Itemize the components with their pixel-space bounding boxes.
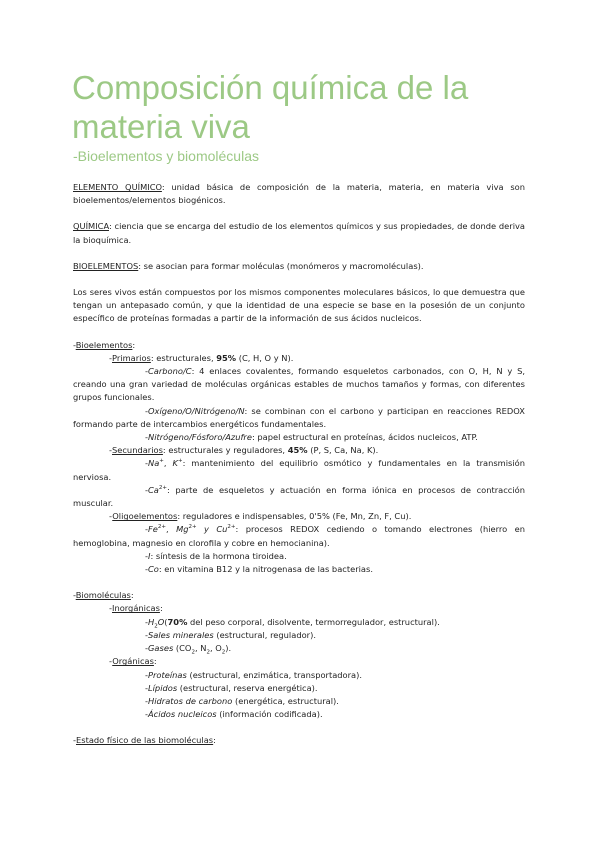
definition-bioelementos	[73, 260, 525, 273]
term: ELEMENTO QUÍMICO	[73, 182, 162, 192]
item-carbono: -Carbono/C: 4 enlaces covalentes, formando esqueletos carbonados, con O, H, N y S, creando una gran variedad de moléculas orgánicas estables de muchos tamaños y formas, con diferentes grupos funcionales.	[73, 366, 525, 403]
item-oligoelementos: -Oligoelementos: reguladores e indispensables, 0'5% (Fe, Mn, Zn, F, Cu).	[109, 511, 412, 522]
definition-quimica	[73, 220, 525, 246]
item-ca: $-Ca^{2+}$: parte de esqueletos y actuación en forma iónica en procesos de contracción muscular.	[73, 484, 525, 509]
item-proteinas: -Proteínas (estructural, enzimática, transportadora).	[145, 669, 363, 680]
item-gases: -Gases ($CO_2$, $N_2$, $O_2$).	[145, 643, 232, 656]
item-cobalto: -Co: en vitamina B12 y la nitrogenasa de las bacterias.	[145, 564, 373, 575]
term: BIOELEMENTOS	[73, 260, 139, 271]
definition-text: : ciencia que se encarga del estudio de los elementos químicos y sus propiedades, de donde deriva la bioquímica.	[73, 221, 525, 245]
item-oxigeno: -Oxígeno/O/Nitrógeno/N: se combinan con el carbono y participan en reacciones REDOX formando parte de intercambios energéticos fundamentales.	[73, 405, 525, 429]
intro-paragraph: Los seres vivos están compuestos por los mismos componentes moleculares básicos, lo que demuestra que tengan un antepasado común, y que la identidad de una especie se base en la posesión de un conjunto específico de proteínas formadas a partir de la información de sus ácidos nucleicos.	[73, 287, 525, 324]
item-hidratos: -Hidratos de carbono (energética, estructural).	[145, 695, 339, 706]
section-biomoleculas: -Biomoléculas:	[73, 590, 134, 601]
item-agua: $-H_2O(70\%$ del peso corporal, disolvente, termorregulador, estructural).	[145, 616, 440, 630]
item-secundarios: -Secundarios: estructurales y reguladores, 45% (P, S, Ca, Na, K).	[109, 445, 379, 456]
term: QUÍMICA	[73, 221, 109, 232]
section-estado: -Estado físico de las biomoléculas:	[73, 735, 216, 746]
item-sales: -Sales minerales (estructural, regulador).	[145, 629, 316, 640]
item-lipidos: -Lípidos (estructural, reserva energética).	[145, 682, 318, 693]
item-iodo: -I: síntesis de la hormona tiroidea.	[145, 550, 287, 561]
item-fe-mg-cu: $-Fe^{2+}$, $Mg^{2+}$ y $Cu^{2+}$: procesos REDOX cediendo o tomando electrones (hierro en hemoglobina, magnesio en clorofila y cobre en hemocianina).	[73, 524, 525, 548]
page-title: Composición química de la materia viva	[72, 69, 469, 145]
page-subtitle: -Bioelementos y biomoléculas	[73, 148, 259, 164]
document-body	[73, 181, 525, 748]
item-primarios: -Primarios: estructurales, 95% (C, H, O y N).	[109, 352, 294, 363]
definition-elemento	[73, 181, 525, 207]
item-na-k: -Na+, K+: mantenimiento del equilibrio osmótico y fundamentales en la transmisión nerviosa.	[73, 458, 525, 482]
item-inorganicas: -Inorgánicas:	[109, 603, 163, 614]
item-organicas: -Orgánicas:	[109, 656, 157, 667]
section-bioelementos: -Bioelementos:	[73, 339, 136, 350]
item-nitrogeno: -Nitrógeno/Fósforo/Azufre: papel estructural en proteínas, ácidos nucleicos, ATP.	[145, 432, 478, 443]
item-acidos: -Ácidos nucleicos (información codificada).	[145, 709, 323, 720]
definition-text: : unidad básica de composición de la materia, materia, en materia viva son bioelementos/elementos biogénicos.	[73, 182, 525, 206]
definition-text: : se asocian para formar moléculas (monómeros y macromoléculas).	[138, 260, 424, 271]
